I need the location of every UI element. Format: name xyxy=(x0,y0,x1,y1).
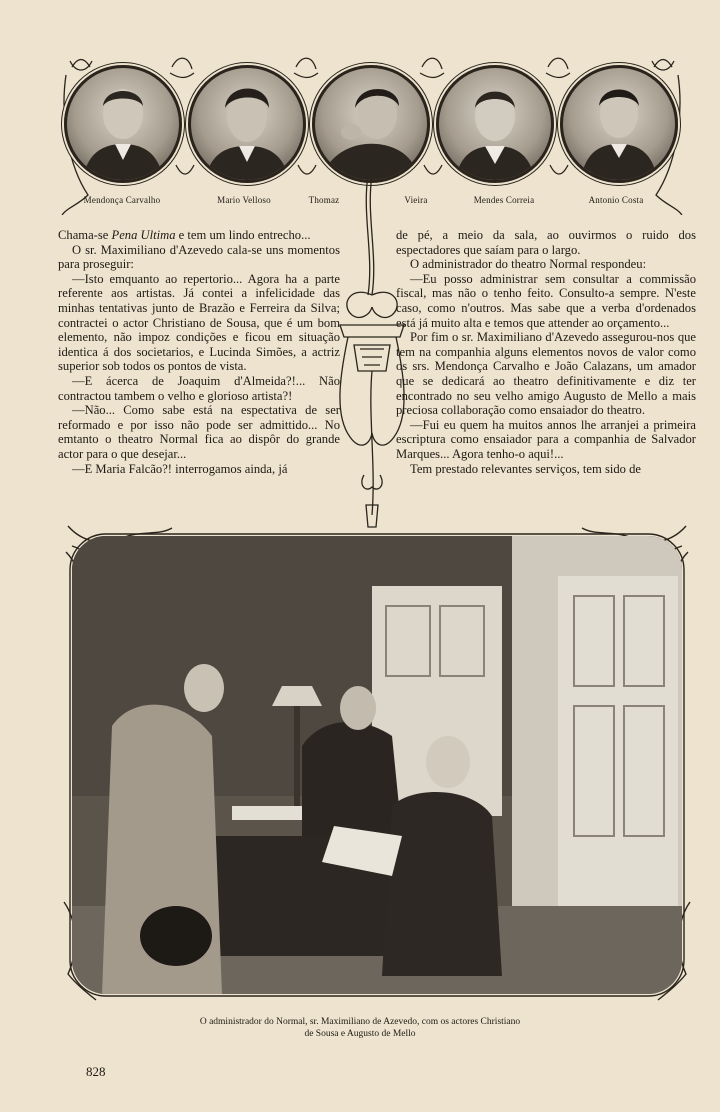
paragraph: —Fui eu quem ha muitos annos lhe arranjei a primeira escriptura como ensaiador para a companhia de Salvador Marques... Agora tenho-o aqui!... xyxy=(396,417,696,461)
portrait-caption: Antonio Costa xyxy=(588,195,644,205)
portrait-thomaz-vieira xyxy=(312,65,430,183)
photo-caption-line: de Sousa e Augusto de Mello xyxy=(304,1029,416,1039)
paragraph: —E Maria Falcão?! interrogamos ainda, já xyxy=(72,461,288,476)
photo-caption-line: O administrador do Normal, sr. Maximiliano de Azevedo, com os actores Christiano xyxy=(199,1017,521,1027)
paragraph: O administrador do theatro Normal respondeu: xyxy=(410,257,647,272)
portrait-caption: Thomaz xyxy=(308,195,340,205)
portrait-antonio-costa xyxy=(560,65,678,183)
portrait-caption: Mendonça Carvalho xyxy=(83,195,161,205)
article-column-left xyxy=(58,228,340,476)
portrait-caption: Vieira xyxy=(404,195,428,205)
paragraph: —E ácerca de Joaquim d'Almeida?!... Não contractou tambem o velho e glorioso artista?! xyxy=(58,373,340,403)
article-column-right xyxy=(396,228,696,476)
paragraph: Chama-se Pena Ultima e tem um lindo entrecho... xyxy=(58,228,311,242)
paragraph: Por fim o sr. Maximiliano d'Azevedo assegurou-nos que tem na companhia alguns elementos novos de valor como os srs. Mendonça Carvalho e João Calazans, um amador que se dedicará ao theatro definitivamente e diz ter encontrado no seu velho amigo Augusto de Mello a mais preciosa collaboração como ensaiador do theatro. xyxy=(396,330,696,418)
paragraph: —Eu posso administrar sem consultar a commissão fiscal, mas não o tenho feito. Consulto-a sempre. N'este caso, como n'outros. Mas sabe que a verba d'ordenados está já muito alta e temos que attender ao orçamento... xyxy=(396,271,696,330)
page-number: 828 xyxy=(86,1064,106,1079)
paragraph: —Não... Como sabe está na espectativa de ser reformado e por isso não pode ser admittido... No emtanto o theatro Normal fica ao dispôr do grande actor para o que desejar... xyxy=(58,403,340,461)
paragraph: Tem prestado relevantes serviços, tem sido de xyxy=(410,461,641,476)
portrait-caption: Mendes Correia xyxy=(473,195,535,205)
paragraph: O sr. Maximiliano d'Azevedo cala-se uns momentos para proseguir: xyxy=(58,242,340,272)
portrait-mendes-correia xyxy=(436,65,554,183)
portrait-caption: Mario Velloso xyxy=(217,195,271,205)
paragraph: —Isto emquanto ao repertorio... Agora ha a parte referente aos artistas. Já contei a infelicidade das minhas tentativas junto de Brazão e Ferreira da Silva; contractei o actor Christiano de Sousa, que é um bom elemento, não impoz condições e ficou em situação identica á dos societarios, e Lucinda Simões, a actriz superior sob todos os pontos de vista. xyxy=(58,271,340,374)
photo-frame xyxy=(62,522,692,1002)
portrait-mendonca-carvalho xyxy=(64,65,182,183)
office-photograph xyxy=(72,536,682,994)
portrait-mario-velloso xyxy=(188,65,306,183)
photo-caption xyxy=(150,1016,570,1040)
paragraph: de pé, a meio da sala, ao ouvirmos o ruido dos espectadores que saíam para o largo. xyxy=(396,228,696,257)
